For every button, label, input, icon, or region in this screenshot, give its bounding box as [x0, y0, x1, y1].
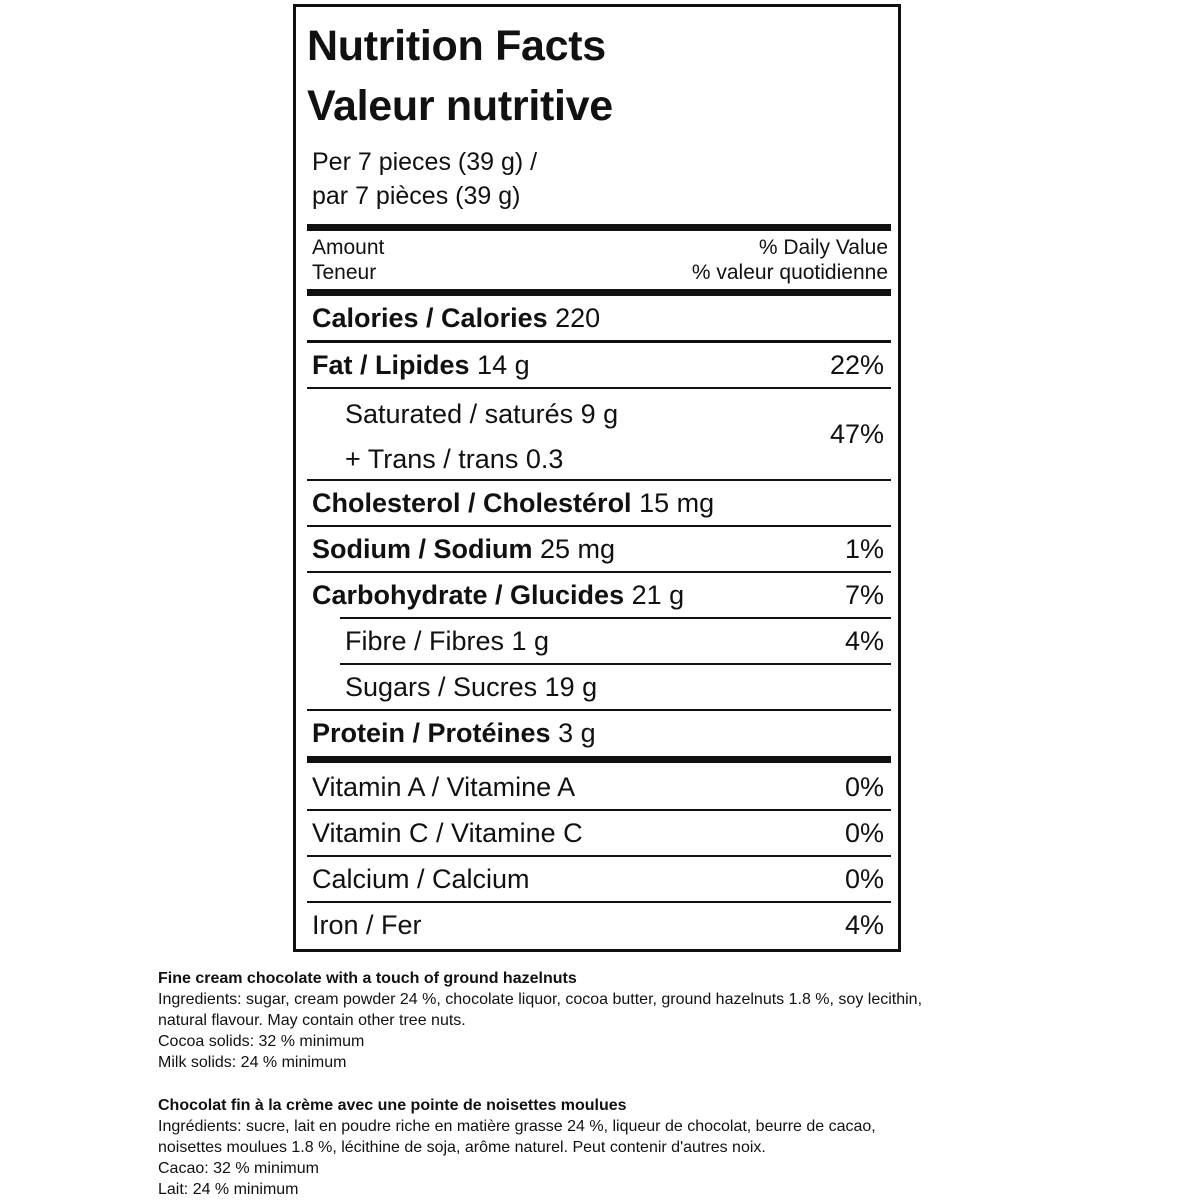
thick-divider [307, 756, 891, 763]
serving-size [307, 145, 891, 213]
english-ingredients-line1: Ingredients: sugar, cream powder 24 %, chocolate liquor, cocoa butter, ground hazelnuts 1.8 %, soy lecithin, [158, 991, 923, 1008]
carbohydrate-value: 21 g [631, 580, 685, 610]
daily-value-english: % Daily Value [758, 236, 888, 259]
fat-value: 14 g [477, 350, 530, 380]
vitamin-a-row [307, 765, 891, 809]
amount-french: Teneur [312, 261, 377, 284]
calories-row [307, 296, 891, 340]
fibre-text: Fibre / Fibres 1 g [345, 626, 550, 656]
daily-value-header [692, 235, 888, 285]
calories-label: Calories / Calories [312, 303, 548, 333]
iron-row [307, 903, 891, 947]
title-english: Nutrition Facts [307, 22, 606, 70]
french-heading: Chocolat fin à la crème avec une pointe de noisettes moulues [158, 1097, 627, 1114]
carbohydrate-percent: 7% [844, 580, 884, 610]
nutrition-table [307, 7, 891, 947]
calcium-percent: 0% [844, 864, 884, 894]
sodium-value: 25 mg [540, 534, 616, 564]
cholesterol-label: Cholesterol / Cholestérol [312, 488, 632, 518]
serving-size-english: Per 7 pieces (39 g) / [312, 148, 538, 176]
fibre-percent: 4% [844, 626, 884, 656]
thick-divider [307, 289, 891, 296]
protein-label: Protein / Protéines [312, 718, 551, 748]
vitamin-c-row [307, 811, 891, 855]
iron-label: Iron / Fer [312, 910, 422, 940]
fat-row [307, 343, 891, 387]
amount-english: Amount [312, 236, 385, 259]
saturated-trans-row [307, 389, 891, 479]
french-cocoa: Cacao: 32 % minimum [158, 1160, 319, 1177]
daily-value-french: % valeur quotidienne [691, 261, 888, 284]
vitamin-a-label: Vitamin A / Vitamine A [312, 772, 576, 802]
calcium-label: Calcium / Calcium [312, 864, 530, 894]
fat-label: Fat / Lipides [312, 350, 470, 380]
saturated-text: Saturated / saturés 9 g [345, 399, 619, 429]
vitamin-a-percent: 0% [844, 772, 884, 802]
column-header [307, 231, 891, 289]
sugars-text: Sugars / Sucres 19 g [345, 672, 598, 702]
calories-value: 220 [555, 303, 601, 333]
trans-text: + Trans / trans 0.3 [345, 444, 564, 474]
protein-value: 3 g [558, 718, 596, 748]
sodium-percent: 1% [844, 534, 884, 564]
french-ingredients-line2: noisettes moulues 1.8 %, lécithine de soja, arôme naturel. Peut contenir d'autres noix. [158, 1139, 766, 1156]
sugars-row [307, 665, 891, 709]
english-ingredients [158, 968, 1158, 1073]
carbohydrate-label: Carbohydrate / Glucides [312, 580, 625, 610]
protein-row [307, 711, 891, 755]
iron-percent: 4% [844, 910, 884, 940]
cholesterol-row [307, 481, 891, 525]
vitamin-c-percent: 0% [844, 818, 884, 848]
english-ingredients-line2: natural flavour. May contain other tree nuts. [158, 1012, 466, 1029]
sodium-row [307, 527, 891, 571]
english-milk: Milk solids: 24 % minimum [158, 1054, 347, 1071]
english-heading: Fine cream chocolate with a touch of ground hazelnuts [158, 970, 577, 987]
sodium-label: Sodium / Sodium [312, 534, 533, 564]
fat-percent: 22% [829, 350, 884, 380]
cholesterol-value: 15 mg [639, 488, 715, 518]
english-cocoa: Cocoa solids: 32 % minimum [158, 1033, 365, 1050]
carbohydrate-row [307, 573, 891, 617]
serving-size-french: par 7 pièces (39 g) [312, 182, 521, 210]
french-milk: Lait: 24 % minimum [158, 1181, 299, 1198]
french-ingredients [158, 1095, 1158, 1200]
title-french: Valeur nutritive [307, 82, 613, 130]
nutrition-facts-panel [293, 4, 901, 952]
saturated-trans-percent: 47% [829, 419, 884, 449]
amount-header [312, 235, 384, 285]
french-ingredients-line1: Ingrédients: sucre, lait en poudre riche en matière grasse 24 %, liqueur de chocolat, beurre de cacao, [158, 1118, 876, 1135]
calcium-row [307, 857, 891, 901]
vitamin-c-label: Vitamin C / Vitamine C [312, 818, 583, 848]
fibre-row [307, 619, 891, 663]
vitamins-section [307, 765, 891, 947]
thick-divider [307, 224, 891, 231]
